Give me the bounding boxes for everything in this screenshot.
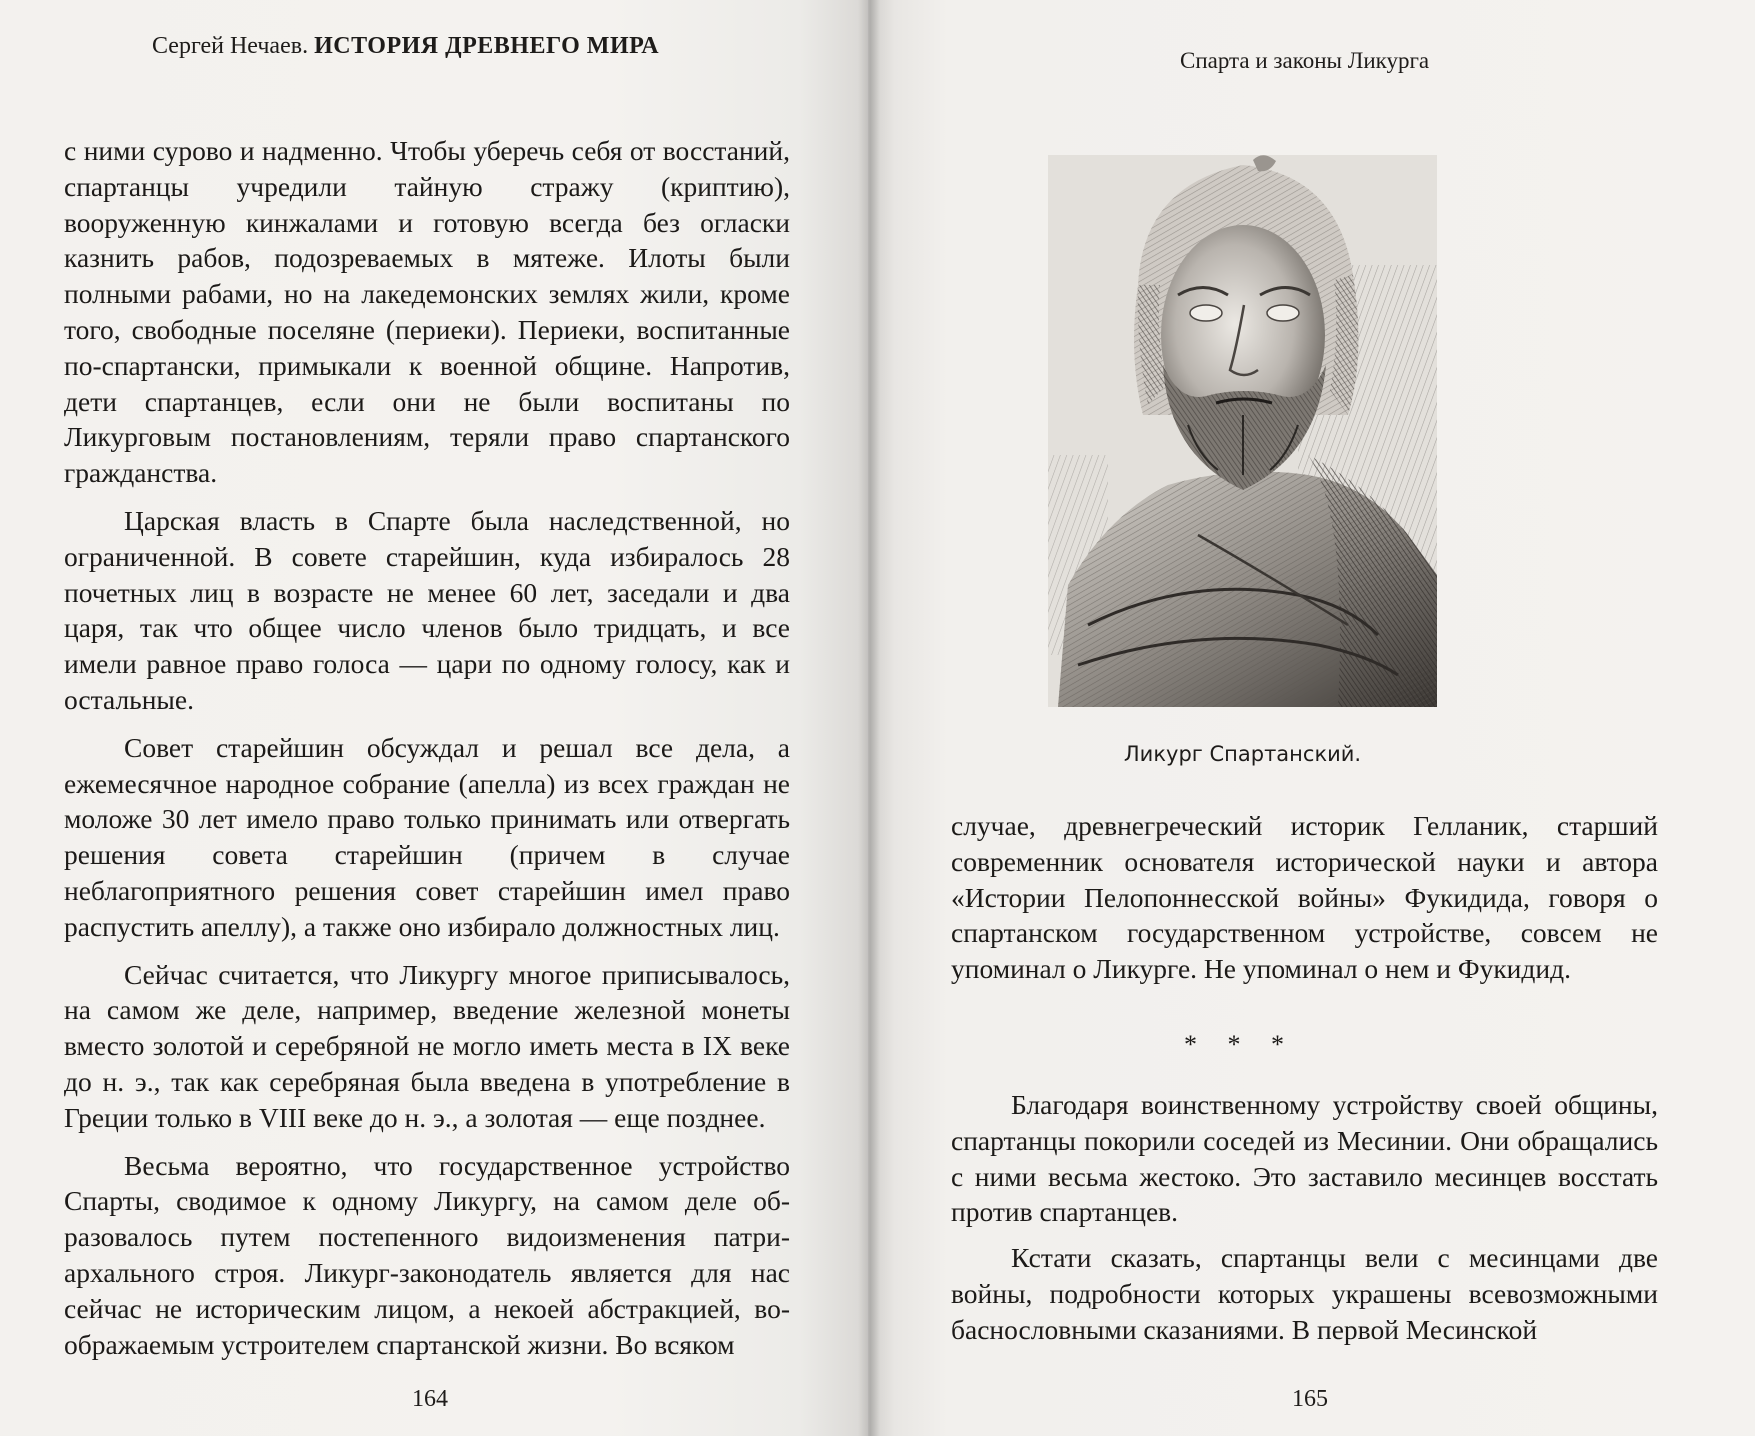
right-body-text-bottom [951,1087,1658,1348]
left-body-text [64,133,790,1362]
left-page-number: 164 [412,1386,448,1412]
right-page-number: 165 [1292,1386,1328,1412]
right-paragraph-2: Благодаря воинственному устройству своей общины, спартанцы покорили соседей из Месинии. Они обращались с ними весьма жестоко. Это заставило месинцев восстать против спартанцев. [951,1089,1658,1228]
left-paragraph-2: Царская власть в Спарте была наследственной, но ограниченной. В совете старейшин, куда избиралось 28 почетных лиц в возрасте не менее 60 лет, заседали и два царя, так что общее число членов было тридцать, и все имели равное право голоса — цари по одному голосу, как и остальные. [64,504,790,715]
running-head-author: Сергей Нечаев. [152,33,309,59]
right-paragraph-3: Кстати сказать, спартанцы вели с месинцами две войны, подробности которых украшены всевозможными баснословными сказаниями. В первой Месинской [951,1242,1658,1345]
left-paragraph-4: Сейчас считается, что Ликургу многое приписывалось, на самом же деле, например, введение железной монеты вместо золотой и серебряной не могло иметь места в IX веке до н. э., так как серебряная была введена в употребление в Греции только в VIII веке до н. э., а золотая — еще позднее. [64,958,790,1133]
left-page [0,0,868,1436]
running-head-book-title: ИСТОРИЯ ДРЕВНЕГО МИРА [314,33,660,59]
left-paragraph-3: Совет старейшин обсуждал и решал все дела, а ежемесячное народное собрание (апелла) из всех граждан не моложе 30 лет имело право только принимать или отвергать решения совета старейшин (причем в случае неблагоприятного решения совет старейшин имел право распустить апеллу), а также оно избирало должностных лиц. [64,731,790,942]
figure-caption: Ликург Спартанский. [1123,742,1362,766]
left-paragraph-1: с ними сурово и надменно. Чтобы уберечь себя от восстаний, спартанцы учредили тайную стражу (криптию), вооруженную кинжалами и готовую всегда без огласки казнить рабов, подозреваемых в мятеже. Илоты были полными рабами, но на лакедемонских землях жили, кроме того, свободные поселяне (периеки). Периеки, воспитанные по-спартански, примыкали к военной общине. Напротив, дети спартанцев, если они не были воспитаны по Ликурговым постановлениям, теряли право спартанского гражданства. [64,135,790,489]
right-body-text-top [951,808,1658,987]
right-running-head: Спарта и законы Ликурга [1180,48,1430,73]
left-running-head [152,33,659,60]
right-paragraph-1: случае, древнегреческий историк Гелланик, старший современник основателя исторической науки и автора «Истории Пелопоннесской войны» Фукидида, говоря о спартанском государственном устройстве, совсем не упоминал о Ликурге. Не упоминал о нем и Фукидид. [951,810,1658,985]
left-paragraph-5: Весьма вероятно, что государственное устройство Спарты, сводимое к одному Ликургу, на самом деле образовалось путем постепенного видоизменения патриархального строя. Ликург-законодатель является для нас сейчас не историческим лицом, а некоей абстракцией, воображаемым устроителем спартанской жизни. Во всяком [64,1149,790,1360]
section-break-asterism: * * * [1184,1030,1296,1059]
book-gutter [858,0,880,1436]
lycurgus-portrait-engraving [1048,155,1437,707]
